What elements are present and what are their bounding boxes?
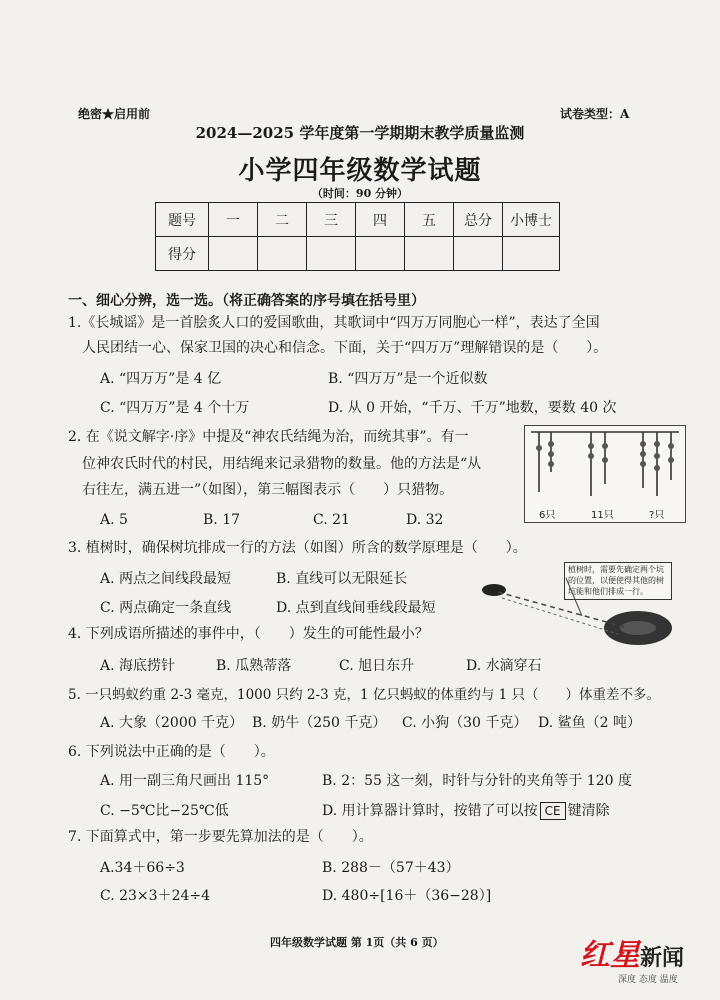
option-b: B. 奶牛（250 千克）: [252, 715, 387, 731]
page-number: 四年级数学试题 第 1页（共 6 页）: [270, 936, 444, 949]
exam-subtitle: 2024—2025 学年度第一学期期末教学质量监测: [195, 124, 525, 142]
exam-time: （时间：90 分钟）: [311, 187, 409, 200]
tree-planting-illustration: [478, 576, 674, 650]
option-a: A. 用一副三角尺画出 115°: [100, 773, 270, 789]
option-c: C. −5℃比−25℃低: [100, 803, 229, 819]
option-a: A. 大象（2000 千克）: [100, 715, 244, 731]
question-2-line-1: 2. 在《说文解字·序》中提及“神农氏结绳为治，而统其事”。有一: [68, 429, 469, 445]
option-b: B. 直线可以无限延长: [276, 571, 408, 587]
score-table-score-row: [156, 237, 560, 271]
page-title: 小学四年级数学试题: [238, 156, 482, 186]
option-a: A. 两点之间线段最短: [100, 571, 232, 587]
question-1-line-2: 人民团结一心、保家卫国的决心和信念。下面，关于“四万万”理解错误的是（ ）。: [82, 340, 608, 356]
option-c: C. 旭日东升: [339, 658, 415, 674]
table-cell: 题号: [156, 203, 209, 237]
option-b: B. 瓜熟蒂落: [216, 658, 292, 674]
option-b: B. “四万万”是一个近似数: [328, 371, 488, 387]
table-cell: 二: [258, 203, 307, 237]
option-a: A. 5: [100, 512, 128, 528]
logo-main-text: 红星: [580, 938, 640, 973]
question-3-line-1: 3. 植树时，确保树坑排成一行的方法（如图）所含的数学原理是（ ）。: [68, 540, 527, 556]
option-c: C. 小狗（30 千克）: [402, 715, 528, 731]
option-d: D. 32: [406, 512, 444, 528]
option-a: A.34＋66÷3: [100, 860, 185, 876]
score-cell: [307, 237, 356, 271]
option-c: C. 21: [313, 512, 350, 528]
option-d: D. 水滴穿石: [466, 658, 542, 674]
score-cell: [454, 237, 503, 271]
figure-label: ?只: [649, 510, 665, 521]
tree-planting-note: 植树时，需要先确定两个坑的位置，以便使得其他的树坑能和他们排成一行。: [564, 562, 672, 600]
question-5-line-1: 5. 一只蚂蚁约重 2-3 毫克，1000 只约 2-3 克，1 亿只蚂蚁的体重约与 1 只（ ）体重差不多。: [68, 687, 661, 703]
paper-type-label: 试卷类型：A: [560, 107, 630, 121]
option-b: B. 17: [203, 512, 241, 528]
option-c: C. 23×3＋24÷4: [100, 888, 211, 904]
logo-slogan: 深度 态度 温度: [618, 975, 678, 985]
question-6-line-1: 6. 下列说法中正确的是（ ）。: [68, 744, 275, 760]
option-d: D. 从 0 开始，“千万、千万”地数，要数 40 次: [328, 400, 617, 416]
knotted-rope-illustration: [525, 426, 685, 506]
knotted-rope-figure: [524, 425, 686, 523]
score-table: [155, 202, 560, 271]
score-cell: [405, 237, 454, 271]
score-cell: [503, 237, 560, 271]
option-d-text: D. 用计算器计算时，按错了可以按: [322, 803, 538, 819]
figure-label: 11只: [591, 510, 614, 521]
option-a: A. 海底捞针: [100, 658, 176, 674]
confidential-label: 绝密★启用前: [78, 107, 151, 121]
news-logo: [580, 930, 684, 974]
section-heading: 一、细心分辨，选一选。（将正确答案的序号填在括号里）: [68, 293, 425, 309]
option-a: A. “四万万”是 4 亿: [100, 371, 222, 387]
table-cell: 得分: [156, 237, 209, 271]
option-d: D. 480÷[16＋（36−28）]: [322, 888, 492, 904]
score-cell: [356, 237, 405, 271]
option-d: D. 鲨鱼（2 吨）: [538, 715, 641, 731]
question-2-line-2: 位神农氏时代的村民，用结绳来记录猎物的数量。他的方法是“从: [82, 456, 482, 472]
option-b: B. 288－（57＋43）: [322, 860, 460, 876]
table-cell: 三: [307, 203, 356, 237]
option-c: C. “四万万”是 4 个十万: [100, 400, 250, 416]
option-b: B. 2：55 这一刻，时针与分针的夹角等于 120 度: [322, 773, 632, 789]
table-cell: 总分: [454, 203, 503, 237]
figure-label: 6只: [539, 510, 556, 521]
question-4-line-1: 4. 下列成语所描述的事件中，（ ）发生的可能性最小？: [68, 626, 429, 642]
option-c: C. 两点确定一条直线: [100, 600, 232, 616]
question-7-line-1: 7. 下面算式中，第一步要先算加法的是（ ）。: [68, 829, 373, 845]
option-d: D. 点到直线间垂线段最短: [276, 600, 436, 616]
question-2-line-3: 右往左，满五进一”（如图），第三幅图表示（ ）只猎物。: [82, 482, 454, 498]
score-cell: [209, 237, 258, 271]
question-1-line-1: 1.《长城谣》是一首脍炙人口的爱国歌曲，其歌词中“四万万同胞心一样”，表达了全国: [68, 315, 600, 331]
option-d-text-end: 键清除: [567, 803, 610, 819]
option-d: [322, 800, 610, 820]
table-cell: 五: [405, 203, 454, 237]
table-cell: 一: [209, 203, 258, 237]
ce-key-icon: CE: [540, 802, 566, 820]
logo-news-text: 新闻: [640, 945, 685, 971]
score-table-header-row: [156, 203, 560, 237]
table-cell: 小博士: [503, 203, 560, 237]
table-cell: 四: [356, 203, 405, 237]
score-cell: [258, 237, 307, 271]
